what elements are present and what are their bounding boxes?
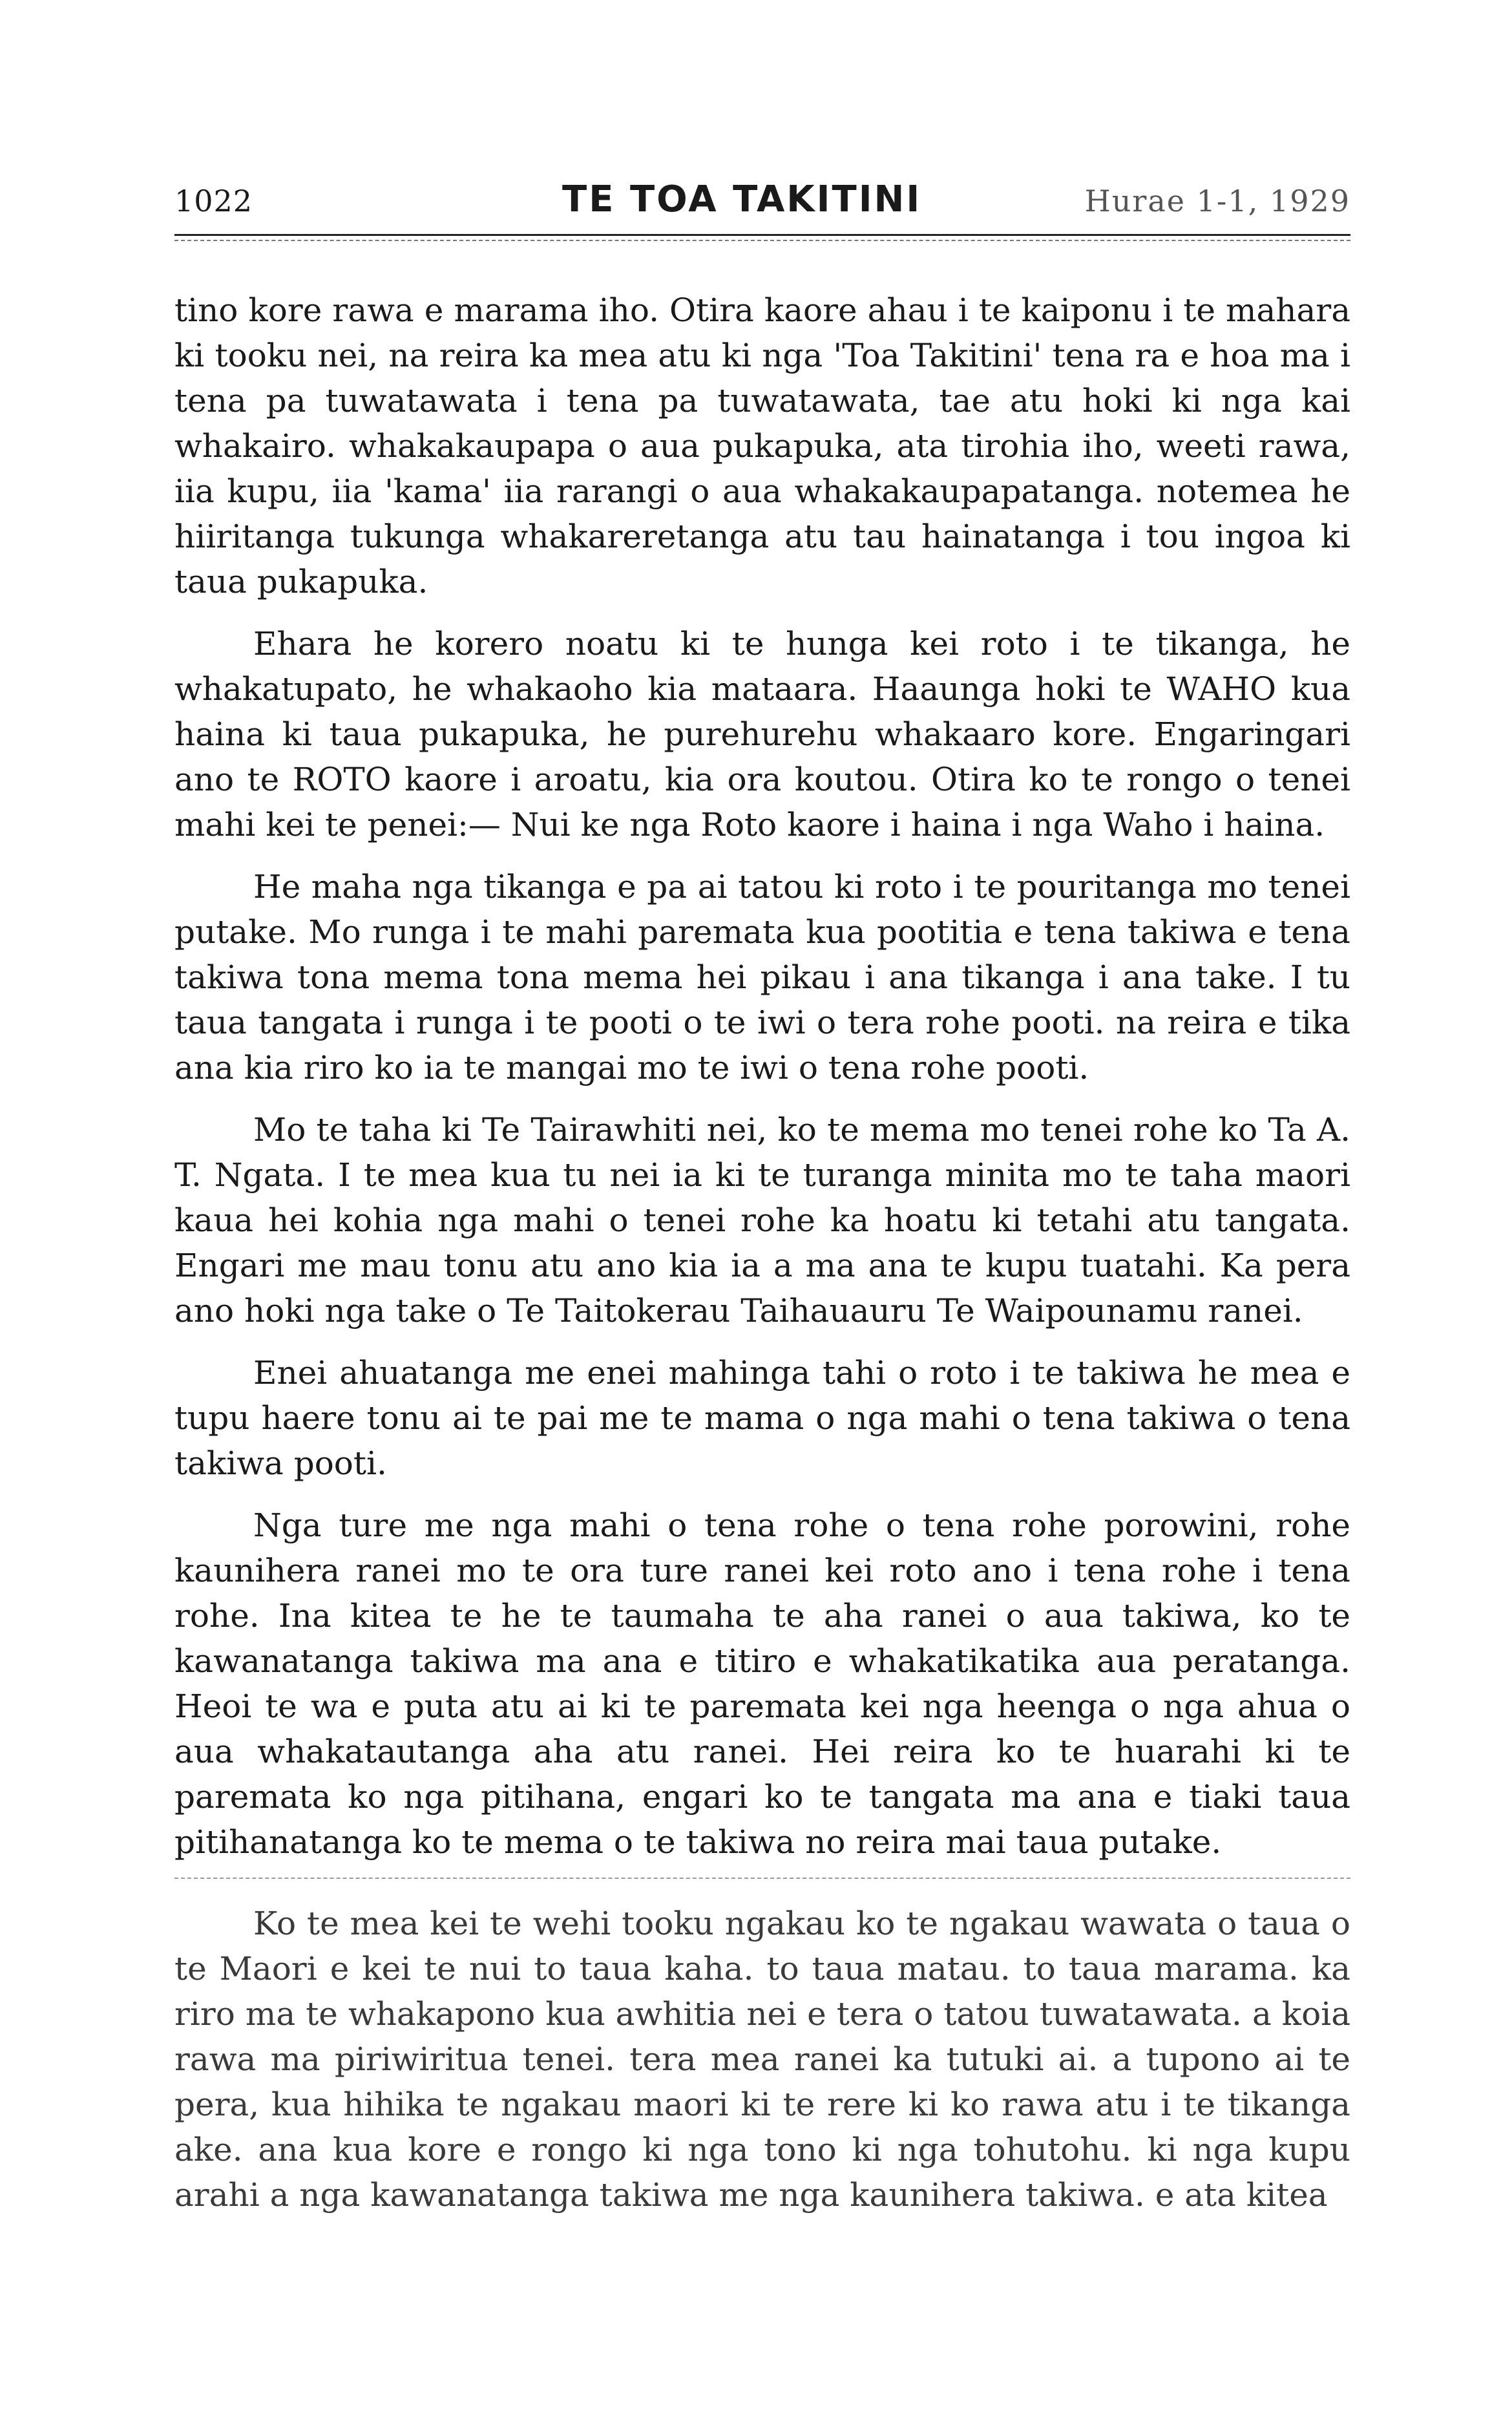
running-header [174, 175, 1350, 236]
paragraph-2: Ehara he korero noatu ki te hunga kei roto i te tikanga, he whakatupato, he whakaoho kia mataara. Haaunga hoki te WAHO kua haina ki taua pukapuka, he purehurehu whakaaro kore. Engaringari ano te ROTO kaore i aroatu, kia ora koutou. Otira ko te rongo o tenei mahi kei te penei:— Nui ke nga Roto kaore i haina i nga Waho i haina. [174, 625, 1350, 843]
publication-title: TE TOA TAKITINI [562, 178, 922, 220]
paragraph-7: Ko te mea kei te wehi tooku ngakau ko te ngakau wawata o taua o te Maori e kei te nui to taua kaha. to taua matau. to taua marama. ka riro ma te whakapono kua awhitia nei e tera o tatou tuwatawata. a koia rawa ma piriwiritua tenei. tera mea ranei ka tutuki ai. a tupono ai te pera, kua hihika te ngakau maori ki te rere ki ko rawa atu i te tikanga ake. ana kua kore e rongo ki nga tono ki nga tohutohu. ki nga kupu arahi a nga kawanatanga takiwa me nga kaunihera takiwa. e ata kitea [174, 1905, 1350, 2214]
issue-date: Hurae 1-1, 1929 [1084, 184, 1350, 218]
header-divider [174, 240, 1350, 241]
section-divider [174, 1878, 1350, 1879]
document-page [174, 175, 1350, 2234]
paragraph-1: tino kore rawa e marama iho. Otira kaore ahau i te kaiponu i te mahara ki tooku nei, na reira ka mea atu ki nga 'Toa Takitini' tena ra e hoa ma i tena pa tuwatawata i tena pa tuwatawata, tae atu hoki ki nga kai whakairo. whakakaupapa o aua pukapuka, ata tirohia iho, weeti rawa, iia kupu, iia 'kama' iia rarangi o aua whakakaupapatanga. notemea he hiiritanga tukunga whakareretanga atu tau hainatanga i tou ingoa ki taua pukapuka. [174, 291, 1350, 600]
paragraph-5: Enei ahuatanga me enei mahinga tahi o roto i te takiwa he mea e tupu haere tonu ai te pai me te mama o nga mahi o tena takiwa o tena takiwa pooti. [174, 1354, 1350, 1482]
article-body [174, 288, 1350, 2218]
paragraph-6: Nga ture me nga mahi o tena rohe o tena rohe porowini, rohe kaunihera ranei mo te ora ture ranei kei roto ano i tena rohe i tena rohe. Ina kitea te he te taumaha te aha ranei o aua takiwa, ko te kawanatanga takiwa ma ana e titiro e whakatikatika aua peratanga. Heoi te wa e puta atu ai ki te paremata kei nga heenga o nga ahua o aua whakatautanga aha atu ranei. Hei reira ko te huarahi ki te paremata ko nga pitihana, engari ko te tangata ma ana e tiaki taua pitihanatanga ko te mema o te takiwa no reira mai taua putake. [174, 1507, 1350, 1861]
page-number: 1022 [174, 184, 253, 218]
paragraph-4: Mo te taha ki Te Tairawhiti nei, ko te mema mo tenei rohe ko Ta A. T. Ngata. I te mea kua tu nei ia ki te turanga minita mo te taha maori kaua hei kohia nga mahi o tenei rohe ka hoatu ki tetahi atu tangata. Engari me mau tonu atu ano kia ia a ma ana te kupu tuatahi. Ka pera ano hoki nga take o Te Taitokerau Taihauauru Te Waipounamu ranei. [174, 1111, 1350, 1329]
paragraph-3: He maha nga tikanga e pa ai tatou ki roto i te pouritanga mo tenei putake. Mo runga i te mahi paremata kua pootitia e tena takiwa e tena takiwa tona mema tona mema hei pikau i ana tikanga i ana take. I tu taua tangata i runga i te pooti o te iwi o tera rohe pooti. na reira e tika ana kia riro ko ia te mangai mo te iwi o tena rohe pooti. [174, 868, 1350, 1086]
